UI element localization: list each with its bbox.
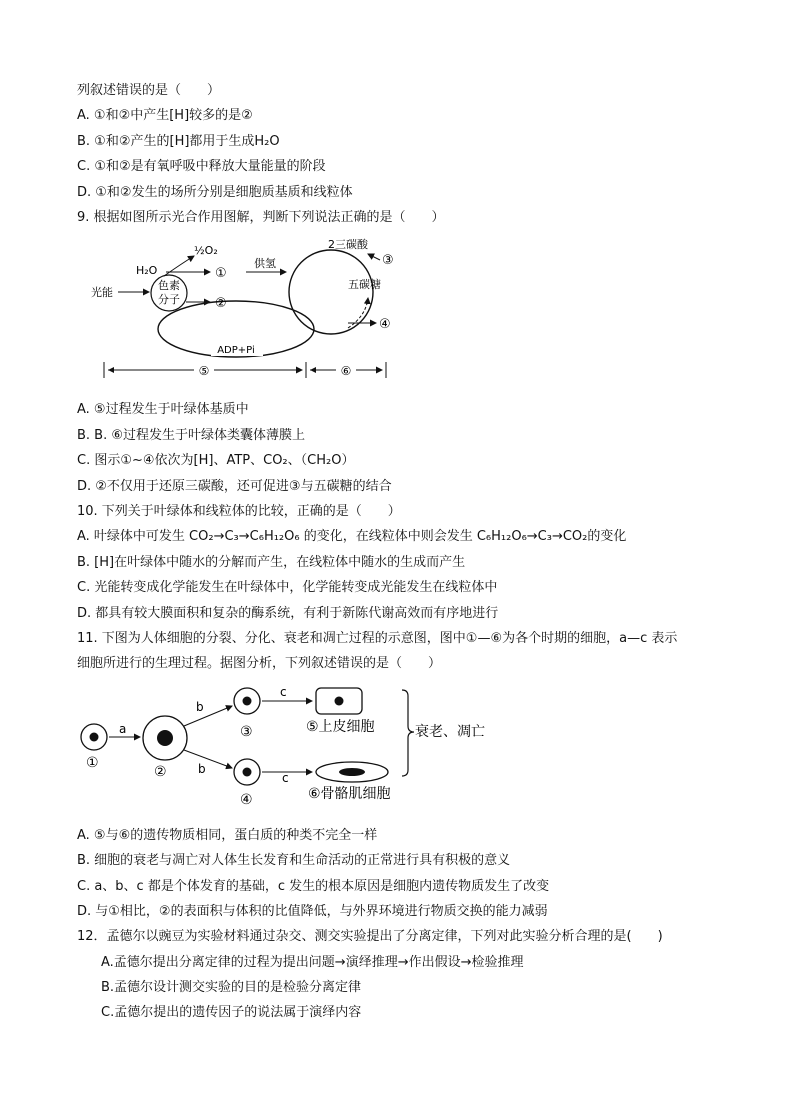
circle-2: ② [215,296,227,311]
process-b-bottom-label: b [198,762,206,776]
arrow-b-top [184,706,232,726]
q8-option-a: A. ①和②中产生[H]较多的是② [77,108,253,123]
cell-3-label: ③ [240,724,253,740]
o2-arrow [164,256,194,276]
photosynthesis-diagram [86,236,406,386]
q8-option-c: C. ①和②是有氧呼吸中释放大量能量的阶段 [77,159,326,174]
calvin-cycle [289,250,373,334]
q8-option-b: B. ①和②产生的[H]都用于生成H₂O [77,134,280,149]
cell-1-label: ① [86,755,99,771]
process-c-top-label: c [280,685,287,699]
cell-2-label: ② [154,764,167,780]
q9-option-b: B. B. ⑥过程发生于叶绿体类囊体薄膜上 [77,428,306,443]
q9-stem: 9. 根据如图所示光合作用图解，判断下列说法正确的是（ ） [77,210,445,225]
h2o-label: H₂O [136,264,158,277]
q12-stem: 12．孟德尔以豌豆为实验材料通过杂交、测交实验提出了分离定律，下列对此实验分析合理的是( ) [77,929,663,944]
adp-label: ADP+Pi [217,345,255,356]
q10-stem: 10. 下列关于叶绿体和线粒体的比较，正确的是（ ） [77,504,401,519]
cell-5-label: ⑤上皮细胞 [306,719,375,735]
q12-option-c: C.孟德尔提出的遗传因子的说法属于演绎内容 [101,1005,362,1020]
hydrogen-label: 供氢 [254,257,276,270]
process-c-bottom-label: c [282,771,289,785]
circle-4: ④ [379,317,391,332]
q11-stem-1: 11. 下图为人体细胞的分裂、分化、衰老和凋亡过程的示意图，图中①—⑥为各个时期的细胞，a—c 表示 [77,631,678,646]
aging-label: 衰老、凋亡 [415,724,485,740]
q9-option-a: A. ⑤过程发生于叶绿体基质中 [77,402,249,417]
cell-process-diagram [74,682,514,812]
q10-option-a: A. 叶绿体中可发生 CO₂→C₃→C₆H₁₂O₆ 的变化，在线粒体中则会发生 C₆H₁₂O₆→C₃→CO₂的变化 [77,529,627,544]
q11-option-c: C. a、b、c 都是个体发育的基础，c 发生的根本原因是细胞内遗传物质发生了改变 [77,879,550,894]
process-a-label: a [119,722,127,736]
half-o2-label: ½O₂ [194,244,218,257]
light-energy-label: 光能 [91,286,113,299]
circle-3: ③ [382,253,394,268]
circle-6: ⑥ [340,364,352,378]
q9-option-d: D. ②不仅用于还原三碳酸，还可促进③与五碳糖的结合 [77,479,392,494]
pigment-label-2: 分子 [158,293,180,306]
q12-option-b: B.孟德尔设计测交实验的目的是检验分离定律 [101,980,362,995]
three-carbon-label: 2三碳酸 [328,238,368,251]
circle-5: ⑤ [198,364,210,378]
arrow-b-bottom [184,750,232,768]
q9-option-c: C. 图示①~④依次为[H]、ATP、CO₂、（CH₂O） [77,453,355,468]
process-b-top-label: b [196,700,204,714]
bracket [402,690,414,776]
q8-stem-tail: 列叙述错误的是（ ） [77,83,221,98]
q11-option-a: A. ⑤与⑥的遗传物质相同，蛋白质的种类不完全一样 [77,828,378,843]
cell-4-label: ④ [240,792,253,808]
pigment-label-1: 色素 [158,279,180,292]
q10-option-d: D. 都具有较大膜面积和复杂的酶系统，有利于新陈代谢高效而有序地进行 [77,606,499,621]
q10-option-c: C. 光能转变成化学能发生在叶绿体中，化学能转变成光能发生在线粒体中 [77,580,498,595]
circle-1: ① [215,266,227,281]
cell-6-label: ⑥骨骼肌细胞 [308,786,391,802]
q11-option-b: B. 细胞的衰老与凋亡对人体生长发育和生命活动的正常进行具有积极的意义 [77,853,511,868]
five-carbon-label: 五碳糖 [348,278,381,291]
q12-option-a: A.孟德尔提出分离定律的过程为提出问题→演绎推理→作出假设→检验推理 [101,955,524,970]
q11-stem-2: 细胞所进行的生理过程。据图分析，下列叙述错误的是（ ） [77,656,442,671]
q10-option-b: B. [H]在叶绿体中随水的分解而产生，在线粒体中随水的生成而产生 [77,555,466,570]
q11-option-d: D. 与①相比，②的表面积与体积的比值降低，与外界环境进行物质交换的能力减弱 [77,904,548,919]
co2-arrow [368,254,380,260]
q8-option-d: D. ①和②发生的场所分别是细胞质基质和线粒体 [77,185,353,200]
